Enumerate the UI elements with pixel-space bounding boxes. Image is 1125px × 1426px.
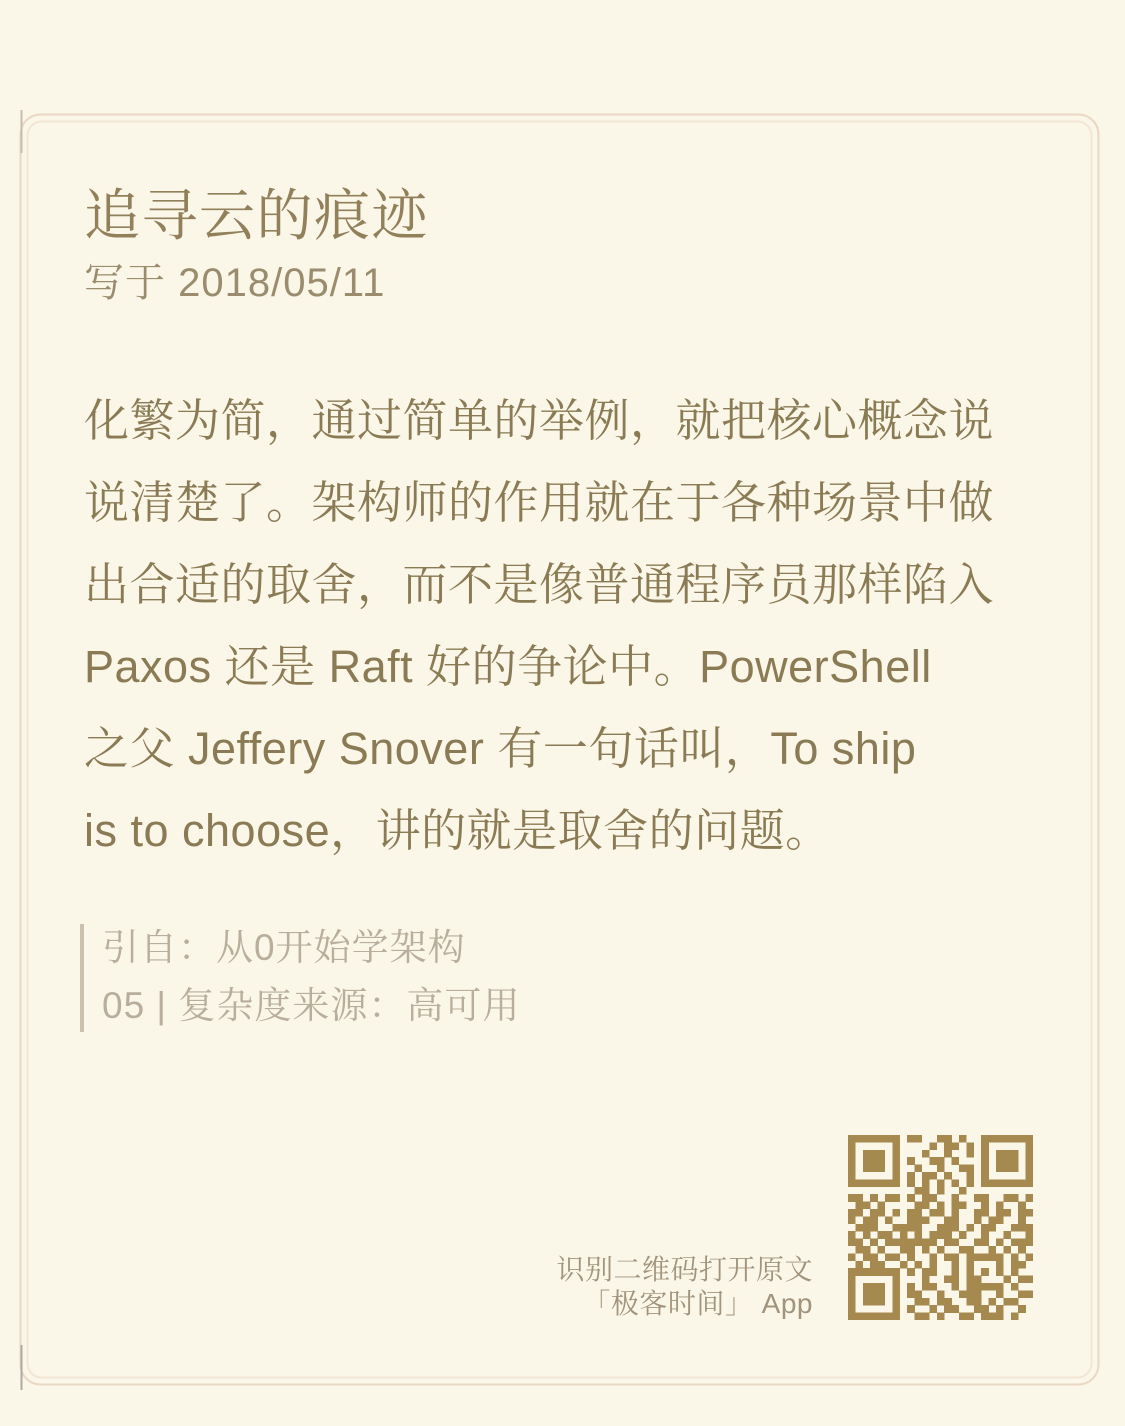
qr-code [848, 1135, 1033, 1320]
page-title: 追寻云的痕迹 [84, 184, 429, 247]
qr-caption-line2: 「极客时间」 App [582, 1288, 813, 1319]
quote-paragraph [84, 380, 1074, 872]
quote-line: 化繁为简，通过简单的举例，就把核心概念说 [84, 395, 995, 446]
quote-line: is to choose，讲的就是取舍的问题。 [84, 805, 831, 856]
citation-vertical-bar [80, 924, 84, 1032]
written-date: 写于 2018/05/11 [84, 261, 386, 305]
qr-caption [556, 1253, 813, 1321]
quote-line: 出合适的取舍，而不是像普通程序员那样陷入 [84, 559, 995, 610]
citation-chapter: 05 | 复杂度来源：高可用 [102, 985, 521, 1026]
quote-line: 说清楚了。架构师的作用就在于各种场景中做 [84, 477, 995, 528]
quote-line: 之父 Jeffery Snover 有一句话叫，To ship [84, 723, 917, 774]
quote-line: Paxos 还是 Raft 好的争论中。PowerShell [84, 641, 932, 692]
qr-caption-line1: 识别二维码打开原文 [556, 1254, 813, 1285]
citation-source: 引自：从0开始学架构 [102, 927, 466, 968]
